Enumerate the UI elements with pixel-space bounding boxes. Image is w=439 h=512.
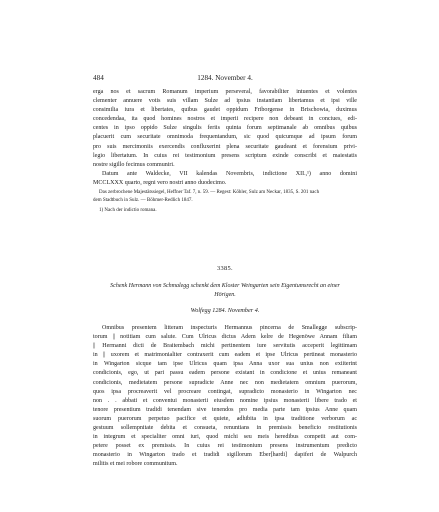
summary-line: Schenk Hermann von Schmalegg schenkt dem Kloster Weingarten sein Eigentumsrecht an einer — [110, 283, 340, 289]
text-line: MCCLXXX quarto, regni vero nostri anno duodecimo. — [93, 180, 227, 187]
text-line: condicionis, medietatem persone supradicte Anne nec non medietatem omnium puerorum, — [93, 379, 357, 386]
text-line: clementer annuere votis suis villam Sulze ad ipsius instantiam libertamus et ipsi ville — [93, 98, 357, 105]
text-line: Datum ante Waldecke, VII kalendas Novembris, indictione XII.,¹) anno domini — [102, 171, 357, 177]
page-number: 484 — [93, 74, 104, 82]
note-line: Das zerbrochene Majestätssiegel, Heffner Taf. 7, n. 59. — Regest: Köhler, Sulz am Neckar, 1835, S. 201 nach — [99, 190, 320, 195]
source-note — [93, 189, 357, 205]
continuation-paragraph — [93, 88, 357, 170]
text-line: centes in ipso oppido Sulze singulis feriis quinta forum septimanale ab omnibus quibus — [93, 125, 357, 132]
text-line: gestuum sollempnitate debita et consueta, renuntians in premissis beneficio restitutionis — [93, 425, 357, 432]
text-line: erga nos et sacrum Romanum imperium perseveral, favorabiliter intuentes et volentes — [93, 89, 357, 95]
text-line: Omnibus presentem litteram inspecturis Hermannus pincerna de Smallegge subscrip- — [102, 325, 357, 331]
text-line: || Hermanni dicti de Braitembach michi pertinentem iure servitutis acceperit legittimam — [93, 343, 357, 350]
text-line: consimilia iura et libertates, quibus gaudet oppidum Friborgense in Brischowia, duximus — [93, 107, 357, 114]
document-place-date: Wolfegg 1284. November 4. — [190, 307, 260, 314]
text-line: torum || notitiam cum salute. Cum Ulricus dictus Adem kelre de Hegenöwe Annam filiam — [93, 334, 357, 341]
text-line: in Wingarton sicque tam ipse Ulricus quam ipsa Anna uxor sua unius non exiiterint — [93, 361, 357, 368]
text-line: tenore presentium tradidi tenendam sive tenendos pro media parte tam ipsius Anne quam — [93, 406, 357, 413]
text-line: pro suis mercimoniis exercendis confluxerint plena securitate gaudeant et forensium privi- — [93, 143, 357, 150]
dating-clause — [93, 170, 357, 188]
text-line: monasterio in Wingarton trado et tradidi sigillorum Eber[hardi] dapiferi de Walpurch — [93, 452, 357, 459]
document-paragraph — [93, 324, 357, 470]
text-line: concedendaa, ita quod homines nostros et imperii recipere non debeant in conciues, edi- — [93, 116, 357, 123]
text-line: nostre sigillo fecimus communiri. — [93, 161, 175, 168]
footnote — [93, 207, 357, 215]
summary-line: Hörigen. — [214, 292, 236, 298]
text-line: placuerit cum securitate omnimoda frequentandum, sic quod quicumque ad ipsum forum — [93, 134, 357, 141]
text-line: in integrum et specialiter omni iuri, quod michi seu meis heredibus competit aut com- — [93, 434, 357, 441]
document-number: 3385. — [217, 265, 233, 272]
text-line: suorum puerorum perpetuo pacifice et quiete, adhibita in ipsa traditione verborum ac — [93, 415, 357, 422]
text-line: legio libertatum. In cuius rei testimonium presens scriptum exinde conscribi et maiestatis — [93, 152, 357, 159]
footnote-line: 1) Nach der indictio romana. — [99, 208, 157, 213]
text-line: condicionis, ego, ut pari passu eadem persone existant in condicione et unius remaneant — [93, 370, 357, 377]
text-line: petere posset ex premissis. In cuius rei testimonium presens instrumentum predicto — [93, 443, 357, 450]
note-line: dem Stadtbuch in Sulz. — Böhmer-Redlich 1847. — [93, 197, 193, 203]
text-line: quos ipsa procreaverit vel procreare contingat, supradicto monasterio in Wingarton nec — [93, 388, 357, 395]
text-line: non . . abbati et conventui monasterii eiusdem nomine ipsius monasterii libere trado et — [93, 397, 357, 404]
document-summary — [93, 282, 357, 300]
text-line: militis et mei robore communitum. — [93, 461, 178, 468]
running-title: 1284. November 4. — [197, 74, 253, 82]
text-line: in || uxorem et matrimonialiter contraxerit cum eadem et ipse Ulricus pertineat monasterio — [93, 352, 357, 359]
running-head — [93, 73, 357, 83]
